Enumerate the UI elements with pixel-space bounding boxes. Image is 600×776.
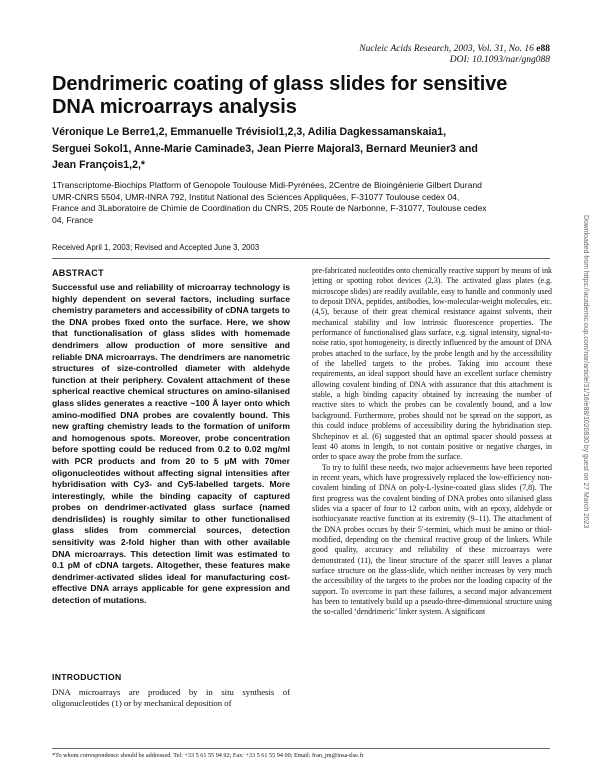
affiliation-line-4: 04, France xyxy=(52,214,94,225)
received-dates: Received April 1, 2003; Revised and Accepted June 3, 2003 xyxy=(52,243,260,252)
authors-line-3: Jean François1,2,* xyxy=(52,159,146,171)
affiliation-line-3: France and 3Laboratoire de Chimie de Coordination du CNRS, 205 Route de Narbonne, F-31077, Toulouse cedex xyxy=(52,203,487,213)
correspondence-footnote: *To whom correspondence should be addressed. Tel: +33 5 61 55 94 92; Fax: +33 5 61 55 94 00; Email: fran_jm@insa-tlse.fr xyxy=(52,752,364,759)
body-paragraph: pre-fabricated nucleotides onto chemically reactive support by means of ink jetting or spotting robot devices (2,3). The activated glass plates (e.g. microscope slides) are readily available, easy to handle and commonly used to deposit DNA, peptides, antibodies, low-molecular-weight molecules, etc. (4,5), because of their great chemical resistance against solvents, their mechanical stability and low intrinsic fluorescence properties. The performance of functionalised glass surface, e.g. signal intensity, signal-to-noise ratio, spot homogeneity, is directly influenced by the amount of DNA probes attached to the surface, by the probe length and by the accessibility of the labelled targets to the probes. Taking into account these requirements, an ideal support should have an excellent surface chemistry allowing covalent binding of DNA with assurance that this attachment is stable, a high binding capacity obtained by increasing the number of reactive sites to which the probes can be covalently bound, and a low background. Furthermore, probes should not be spread on the support, as this could induce problems of accessibility during the hybridisation step. Shchepinov et al. (6) suggested that an optimal spacer should possess at least 40 atoms in length, to not contain positive or negative charges, in order to space away the probe from the surface. xyxy=(312,266,552,462)
journal-citation: Nucleic Acids Research, 2003, Vol. 31, No. 16 xyxy=(359,44,534,54)
affiliations xyxy=(52,180,552,226)
article-id: e88 xyxy=(536,44,550,54)
doi: DOI: 10.1093/nar/gng088 xyxy=(449,55,550,65)
affiliation-line-1: 1Transcriptome-Biochips Platform of Genopole Toulouse Midi-Pyrénées, 2Centre de Bioingénierie Gilbert Durand xyxy=(52,180,482,190)
title-line-2: DNA microarrays analysis xyxy=(52,96,297,118)
introduction-heading: INTRODUCTION xyxy=(52,672,122,682)
body-column-right xyxy=(312,266,552,746)
title-line-1: Dendrimeric coating of glass slides for sensitive xyxy=(52,73,508,95)
divider xyxy=(52,258,550,259)
introduction-text: DNA microarrays are produced by in situ synthesis of oligonucleotides (1) or by mechanical deposition of xyxy=(52,687,290,709)
abstract-heading: ABSTRACT xyxy=(52,268,104,278)
authors-line-1: Véronique Le Berre1,2, Emmanuelle Trévisiol1,2,3, Adilia Dagkessamanskaia1, xyxy=(52,126,447,138)
affiliation-line-2: UMR-CNRS 5504, UMR-INRA 792, Institut National des Sciences Appliquées, F-31077 Toulouse cedex 04, xyxy=(52,191,460,202)
article-title xyxy=(52,73,552,119)
footnote-divider xyxy=(52,748,550,749)
download-watermark: Downloaded from https://academic.oup.com/nar/article/31/16/e88/1020830 by guest on 27 March 2023 xyxy=(582,215,589,529)
body-paragraph: To try to fulfil these needs, two major achievements have been reported in recent years, which have progressively replaced the low-efficiency non-covalent binding of DNA on poly-L-lysine-coated glass slides (7,8). The first progress was the covalent binding of DNA probes onto silanised glass slides via a spacer of four to 12 carbon units, with an epoxy, aldehyde or isothiocyanate reactive function at its extremity (9–11). The attachment of the DNA probes occurs by their 5′-termini, which must be amino or thiol-modified, depending on the chemical reactive group of the linkers. While good quality, accuracy and reliability of these microarrays were demonstrated (11), the linear structure of the spacer still leaves a planar surface structure on the glass-slide, which neither increases by very much the accessibility of the targets to the probes nor the loading capacity of the support. To overcome in part these failures, a second major advancement has been to tentatively build up a pseudo-three-dimensional structure using the so-called ‘dendrimeric’ linker system. A significant xyxy=(312,462,552,617)
authors-line-2: Serguei Sokol1, Anne-Marie Caminade3, Jean Pierre Majoral3, Bernard Meunier3 and xyxy=(52,142,478,155)
abstract-text: Successful use and reliability of microarray technology is highly dependent on several factors, including surface chemistry parameters and accessibility of cDNA targets to the DNA probes fixed onto the surface. Here, we show that functionalisation of glass slides with homemade dendrimers allow production of more sensitive and reliable DNA microarrays. The dendrimers are nanometric structures of size-controlled diameter with aldehyde function at their periphery. Covalent attachment of these spherical reactive chemical structures on amino-silanised glass slides generates a reactive ~100 Å layer onto which amino-modified DNA probes are covalently bound. This new grafting chemistry leads to the formation of uniform and homogenous spots. Moreover, probe concentration before spotting could be reduced from 0.2 to 0.02 mg/ml with PCR products and from 20 to 5 μM with 70mer oligonucleotides without affecting signal intensities after hybridisation with Cy3- and Cy5-labelled targets. More interestingly, while the binding capacity of captured probes on dendrimer-activated glass surface (named dendrislides) is roughly similar to other functionalised glass slides from commercial sources, detection sensitivity was 2-fold higher than with other available DNA microarrays. This detection limit was estimated to 0.1 pM of cDNA targets. Altogether, these features make dendrimer-activated slides ideal for manufacturing cost-effective DNA arrays applicable for gene expression and detection of mutations. xyxy=(52,282,290,606)
journal-header xyxy=(359,44,550,66)
author-list xyxy=(52,124,552,174)
